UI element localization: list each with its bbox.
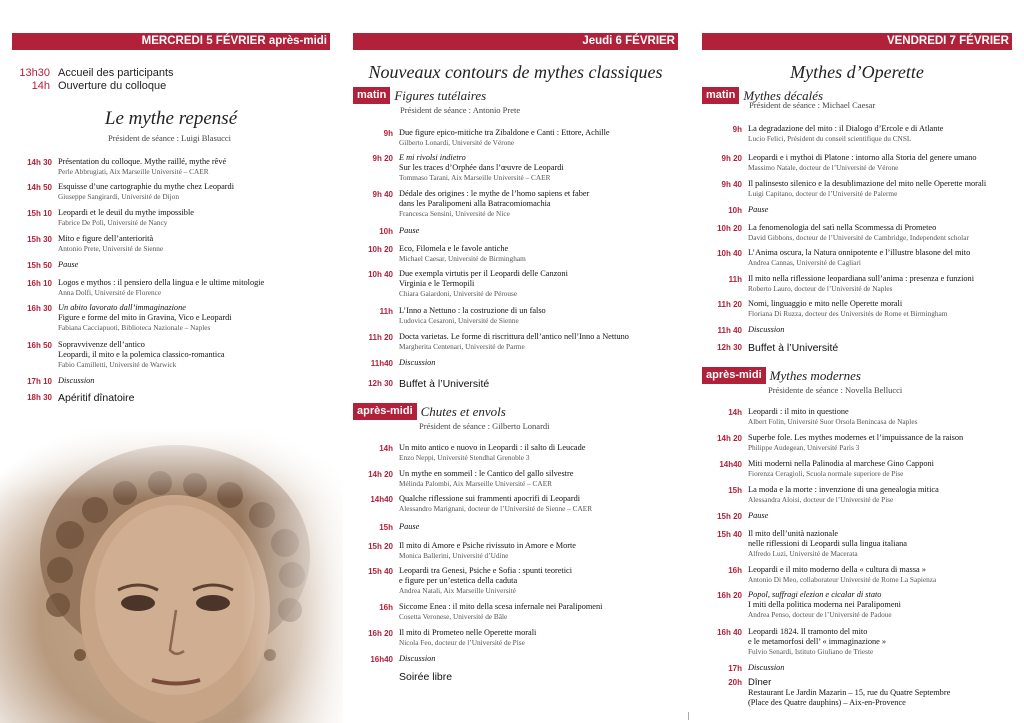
item-subtitle: I miti della politica moderna nei Paralipomeni	[748, 600, 901, 609]
item-title: Discussion	[399, 654, 436, 663]
item-time: 11h 20	[368, 333, 393, 342]
item-speaker: Massimo Natale, docteur de l’Université de Vérone	[748, 163, 899, 172]
item-title: Pause	[748, 511, 769, 520]
morning-tag: matin	[353, 87, 390, 104]
item-title: Présentation du colloque. Mythe raillé, mythe rêvé	[58, 157, 227, 166]
item-time: 16h 10	[27, 279, 52, 288]
opening-label: Accueil des participants	[58, 67, 174, 79]
item-time: 9h 20	[372, 154, 393, 163]
item-speaker: Francesca Sensini, Université de Nice	[399, 209, 510, 218]
item-time: 16h	[728, 566, 742, 575]
item-speaker: Andrea Natali, Aix Marseille Université	[399, 586, 516, 595]
item-speaker: Lucio Felici, Président du conseil scientifique du CNSL	[748, 134, 912, 143]
item-time: 10h	[379, 227, 393, 236]
item-subtitle: (Place des Quatre dauphins) – Aix-en-Provence	[748, 698, 906, 707]
item-time: 16h 20	[717, 591, 742, 600]
item-title: Docta varietas. Le forme di riscrittura dell’antico nell’Inno a Nettuno	[399, 332, 629, 341]
item-time: 16h 50	[27, 341, 52, 350]
opening-label: Ouverture du colloque	[58, 80, 167, 92]
item-speaker: Alessandro Marignani, docteur de l’Université de Sienne – CAER	[399, 504, 593, 513]
item-title: Eco, Filomela e le favole antiche	[399, 244, 509, 253]
item-title: L’Inno a Nettuno : la costruzione di un falso	[399, 306, 546, 315]
morning-section-head	[353, 87, 486, 104]
item-title: Buffet à l’Université	[399, 378, 490, 390]
item-time: 17h 10	[27, 377, 52, 386]
day3-banner: VENDREDI 7 FÉVRIER	[702, 33, 1012, 50]
item-speaker: Alfredo Luzi, Université de Macerata	[748, 549, 858, 558]
item-time: 20h	[728, 678, 742, 687]
item-speaker: Fabio Camilletti, Université de Warwick	[58, 360, 177, 369]
item-speaker: Antonio Di Meo, collaborateur Université de Rome La Sapienza	[748, 575, 937, 584]
item-speaker: Roberto Lauro, docteur de l’Université de Naples	[748, 284, 893, 293]
item-subtitle: e le metamorfosi dell’ « immaginazione »	[748, 637, 887, 646]
item-speaker: Gilberto Lonardi, Université de Vérone	[399, 138, 515, 147]
item-speaker: Cosetta Veronese, Université de Bâle	[399, 612, 508, 621]
item-speaker: Alessandra Aloisi, docteur de l’Université de Pise	[748, 495, 894, 504]
item-time: 15h 10	[27, 209, 52, 218]
item-title: Un mito antico e nuovo in Leopardi : il salto di Leucade	[399, 443, 586, 452]
item-time: 15h 30	[27, 235, 52, 244]
item-speaker: Philippe Audegean, Université Paris 3	[748, 443, 860, 452]
item-title: Pause	[748, 205, 769, 214]
item-speaker: Ludovica Cesaroni, Université de Sienne	[399, 316, 519, 325]
item-speaker: Enzo Neppi, Université Stendhal Grenoble 3	[399, 453, 530, 462]
item-title: Discussion	[748, 663, 785, 672]
item-speaker: Chiara Gaiardoni, Université de Pérouse	[399, 289, 518, 298]
item-title: Il mito di Amore e Psiche rivissuto in Amore e Morte	[399, 541, 576, 550]
item-title: Discussion	[748, 325, 785, 334]
item-time: 14h	[379, 444, 393, 453]
item-time: 15h 40	[717, 530, 742, 539]
item-time: 11h 20	[717, 300, 742, 309]
item-title: Pause	[399, 522, 420, 531]
item-title: Discussion	[399, 358, 436, 367]
item-subtitle: Restaurant Le Jardin Mazarin – 15, rue du Quatre Septembre	[748, 688, 951, 697]
item-time: 10h	[728, 206, 742, 215]
item-title: La degradazione del mito : il Dialogo d’Ercole e di Atlante	[748, 124, 944, 133]
item-time: 16h 40	[717, 628, 742, 637]
item-speaker: Nicola Feo, docteur de l’Université de Pise	[399, 638, 525, 647]
item-time: 15h 40	[368, 567, 393, 576]
item-title: Due exempla virtutis per il Leopardi delle Canzoni	[399, 269, 568, 278]
item-speaker: Perle Abbrugiati, Aix Marseille Université – CAER	[58, 167, 209, 176]
item-speaker: Fabrice De Poli, Université de Nancy	[58, 218, 168, 227]
item-title: Il mito nella riflessione leopardiana sull’anima : presenza e funzioni	[748, 274, 975, 283]
item-title: Buffet à l’Université	[748, 342, 839, 354]
item-time: 10h 40	[368, 270, 393, 279]
item-title: Pause	[58, 260, 79, 269]
item-title: Nomi, linguaggio e mito nelle Operette morali	[748, 299, 903, 308]
session-president: Président de séance : Luigi Blasucci	[108, 133, 231, 143]
item-title: Dîner	[748, 677, 772, 688]
session-president: Président de séance : Michael Caesar	[749, 100, 876, 110]
item-time: 11h	[379, 307, 393, 316]
item-time: 9h 40	[721, 180, 742, 189]
day-title: Nouveaux contours de mythes classiques	[368, 62, 663, 82]
session-title: Figures tutélaires	[394, 87, 487, 103]
item-title: Il palinsesto silenico e la desublimazione del mito nelle Operette morali	[748, 179, 987, 188]
item-speaker: Margherita Centenari, Université de Parme	[399, 342, 525, 351]
item-title: La moda e la morte : invenzione di una genealogia mitica	[748, 485, 939, 494]
item-subtitle: Figure e forme del mito in Gravina, Vico e Leopardi	[58, 313, 232, 322]
item-time: 14h 20	[368, 470, 393, 479]
item-speaker: Fulvio Senardi, Istituto Giuliano de Trieste	[748, 647, 874, 656]
item-time: 9h 40	[372, 190, 393, 199]
item-speaker: Albert Folin, Université Suor Orsola Benincasa de Naples	[748, 417, 918, 426]
item-time: 11h 40	[717, 326, 742, 335]
item-speaker: Fabiana Cacciapuoti, Biblioteca Nazionale – Naples	[58, 323, 211, 332]
session-president: Président de séance : Antonio Prete	[400, 105, 521, 115]
item-speaker: Floriana Di Ruzza, docteur des Universités de Rome et Birmingham	[748, 309, 948, 318]
morning-tag: matin	[702, 87, 739, 104]
item-speaker: Anna Dolfi, Université de Florence	[58, 288, 162, 297]
item-subtitle: Sur les traces d’Orphée dans l’œuvre de Leopardi	[399, 163, 564, 172]
opening-time: 13h30	[19, 67, 50, 79]
item-time: 9h 20	[721, 154, 742, 163]
session-title: Chutes et envols	[420, 403, 506, 419]
item-time: 14h	[728, 408, 742, 417]
item-speaker: Andrea Cannas, Université de Cagliari	[748, 258, 861, 267]
item-title: Discussion	[58, 376, 95, 385]
afternoon-tag: après-midi	[702, 367, 766, 384]
item-speaker: Luigi Capitano, docteur de l’Université de Palerme	[748, 189, 898, 198]
item-title: Qualche riflessione sui frammenti apocrifi di Leopardi	[399, 494, 581, 503]
item-speaker: David Gibbons, docteur de l’Université de Cambridge, Independent scholar	[748, 233, 969, 242]
item-title: Il mito dell’unità nazionale	[748, 529, 839, 538]
item-subtitle: dans les Paralipomeni alla Batracomiomachia	[399, 199, 551, 208]
item-time: 15h	[728, 486, 742, 495]
fresco-portrait-svg	[0, 425, 343, 723]
item-title: Leopardi tra Genesi, Psiche e Sofia : spunti teoretici	[399, 566, 573, 575]
afternoon-tag: après-midi	[353, 403, 417, 420]
item-time: 14h40	[370, 495, 393, 504]
item-title: Apéritif dînatoire	[58, 392, 135, 404]
item-title: La fenomenologia del satì nella Scommessa di Prometeo	[748, 223, 937, 232]
item-time: 16h 20	[368, 629, 393, 638]
item-title: Esquisse d’une cartographie du mythe chez Leopardi	[58, 182, 235, 191]
item-time: 11h	[728, 275, 742, 284]
item-time: 9h	[732, 125, 742, 134]
item-title: Leopardi et le deuil du mythe impossible	[58, 208, 194, 217]
item-time: 9h	[383, 129, 393, 138]
item-title: Siccome Enea : il mito della scesa infernale nei Paralipomeni	[399, 602, 603, 611]
item-title: Due figure epico-mitiche tra Zibaldone e Canti : Ettore, Achille	[399, 128, 610, 137]
afternoon-section-head	[702, 367, 861, 384]
item-title: Un mythe en sommeil : le Cantico del gallo silvestre	[399, 469, 574, 478]
item-time: 12h 30	[717, 343, 742, 352]
item-title: Leopardi e il mito moderno della « cultura di massa »	[748, 565, 926, 574]
item-title: Mito e figure dell’anteriorità	[58, 234, 154, 243]
item-title: Dédale des origines : le mythe de l’homo sapiens et faber	[399, 189, 590, 198]
afternoon-section-head	[353, 403, 506, 420]
item-time: 18h 30	[27, 393, 52, 402]
item-title: Sopravvivenze dell’antico	[58, 340, 145, 349]
item-time: 16h 30	[27, 304, 52, 313]
item-subtitle: Virginia e le Termopili	[399, 279, 475, 288]
item-title: Pause	[399, 226, 420, 235]
item-title: E mi rivolsi indietro	[399, 153, 466, 162]
item-time: 12h 30	[368, 379, 393, 388]
session-president: Présidente de séance : Novella Bellucci	[768, 385, 903, 395]
item-subtitle: nelle riflessioni di Leopardi sulla lingua italiana	[748, 539, 907, 548]
opening-time: 14h	[31, 80, 50, 92]
day-title: Mythes d’Operette	[790, 62, 924, 82]
item-title: Logos e mythos : il pensiero della lingua e le ultime mitologie	[58, 278, 265, 287]
session-president: Président de séance : Gilberto Lonardi	[419, 421, 550, 431]
day2-banner: Jeudi 6 FÉVRIER	[353, 33, 678, 50]
item-title: Soirée libre	[399, 671, 453, 683]
item-title: Un abito lavorato dall’immaginazione	[58, 303, 186, 312]
item-time: 10h 20	[368, 245, 393, 254]
item-speaker: Mélinda Palombi, Aix Marseille Université – CAER	[399, 479, 553, 488]
item-time: 15h	[379, 523, 393, 532]
item-time: 17h	[728, 664, 742, 673]
item-time: 10h 20	[717, 224, 742, 233]
item-title: Il mito di Prometeo nelle Operette morali	[399, 628, 537, 637]
item-speaker: Andrea Penso, docteur de l’Université de Padoue	[748, 610, 892, 619]
item-time: 10h 40	[717, 249, 742, 258]
item-subtitle: e figure per un’estetica della caduta	[399, 576, 518, 585]
item-title: Miti moderni nella Palinodia al marchese Gino Capponi	[748, 459, 934, 468]
item-title: Superbe fole. Les mythes modernes et l’impuissance de la raison	[748, 433, 964, 442]
item-title: Leopardi e i mythoi di Platone : intorno alla Storia del genere umano	[748, 153, 977, 162]
session-title: Mythes modernes	[769, 367, 861, 383]
item-time: 11h40	[370, 359, 393, 368]
item-time: 16h40	[370, 655, 393, 664]
item-speaker: Michael Caesar, Université de Birmingham	[399, 254, 526, 263]
item-time: 15h 20	[717, 512, 742, 521]
item-time: 14h 30	[27, 158, 52, 167]
session-title: Mythes décalés	[743, 87, 824, 103]
item-time: 15h 50	[27, 261, 52, 270]
item-time: 14h 50	[27, 183, 52, 192]
page-fold-mark	[688, 712, 689, 720]
item-title: Leopardi : il mito in questione	[748, 407, 849, 416]
item-time: 14h 20	[717, 434, 742, 443]
item-speaker: Fiorenza Ceragioli, Scuola normale superiore de Pise	[748, 469, 904, 478]
item-speaker: Tommaso Tarani, Aix Marseille Université – CAER	[399, 173, 551, 182]
item-speaker: Monica Ballerini, Université d’Udine	[399, 551, 509, 560]
item-title: Leopardi 1824. Il tramonto del mito	[748, 627, 868, 636]
item-title: Popol, suffragi elezion e cicalar di stato	[748, 590, 882, 599]
fresco-portrait-image	[0, 425, 343, 723]
item-title: L’Anima oscura, la Natura onnipotente e l’illustre blasone del mito	[748, 248, 971, 257]
item-speaker: Giuseppe Sangirardi, Université de Dijon	[58, 192, 179, 201]
item-time: 15h 20	[368, 542, 393, 551]
day1-banner: MERCREDI 5 FÉVRIER après-midi	[12, 33, 330, 50]
item-speaker: Antonio Prete, Université de Sienne	[58, 244, 164, 253]
item-time: 16h	[379, 603, 393, 612]
session-title: Le mythe repensé	[104, 108, 238, 129]
item-time: 14h40	[719, 460, 742, 469]
item-subtitle: Leopardi, il mito e la polemica classico-romantica	[58, 350, 225, 359]
